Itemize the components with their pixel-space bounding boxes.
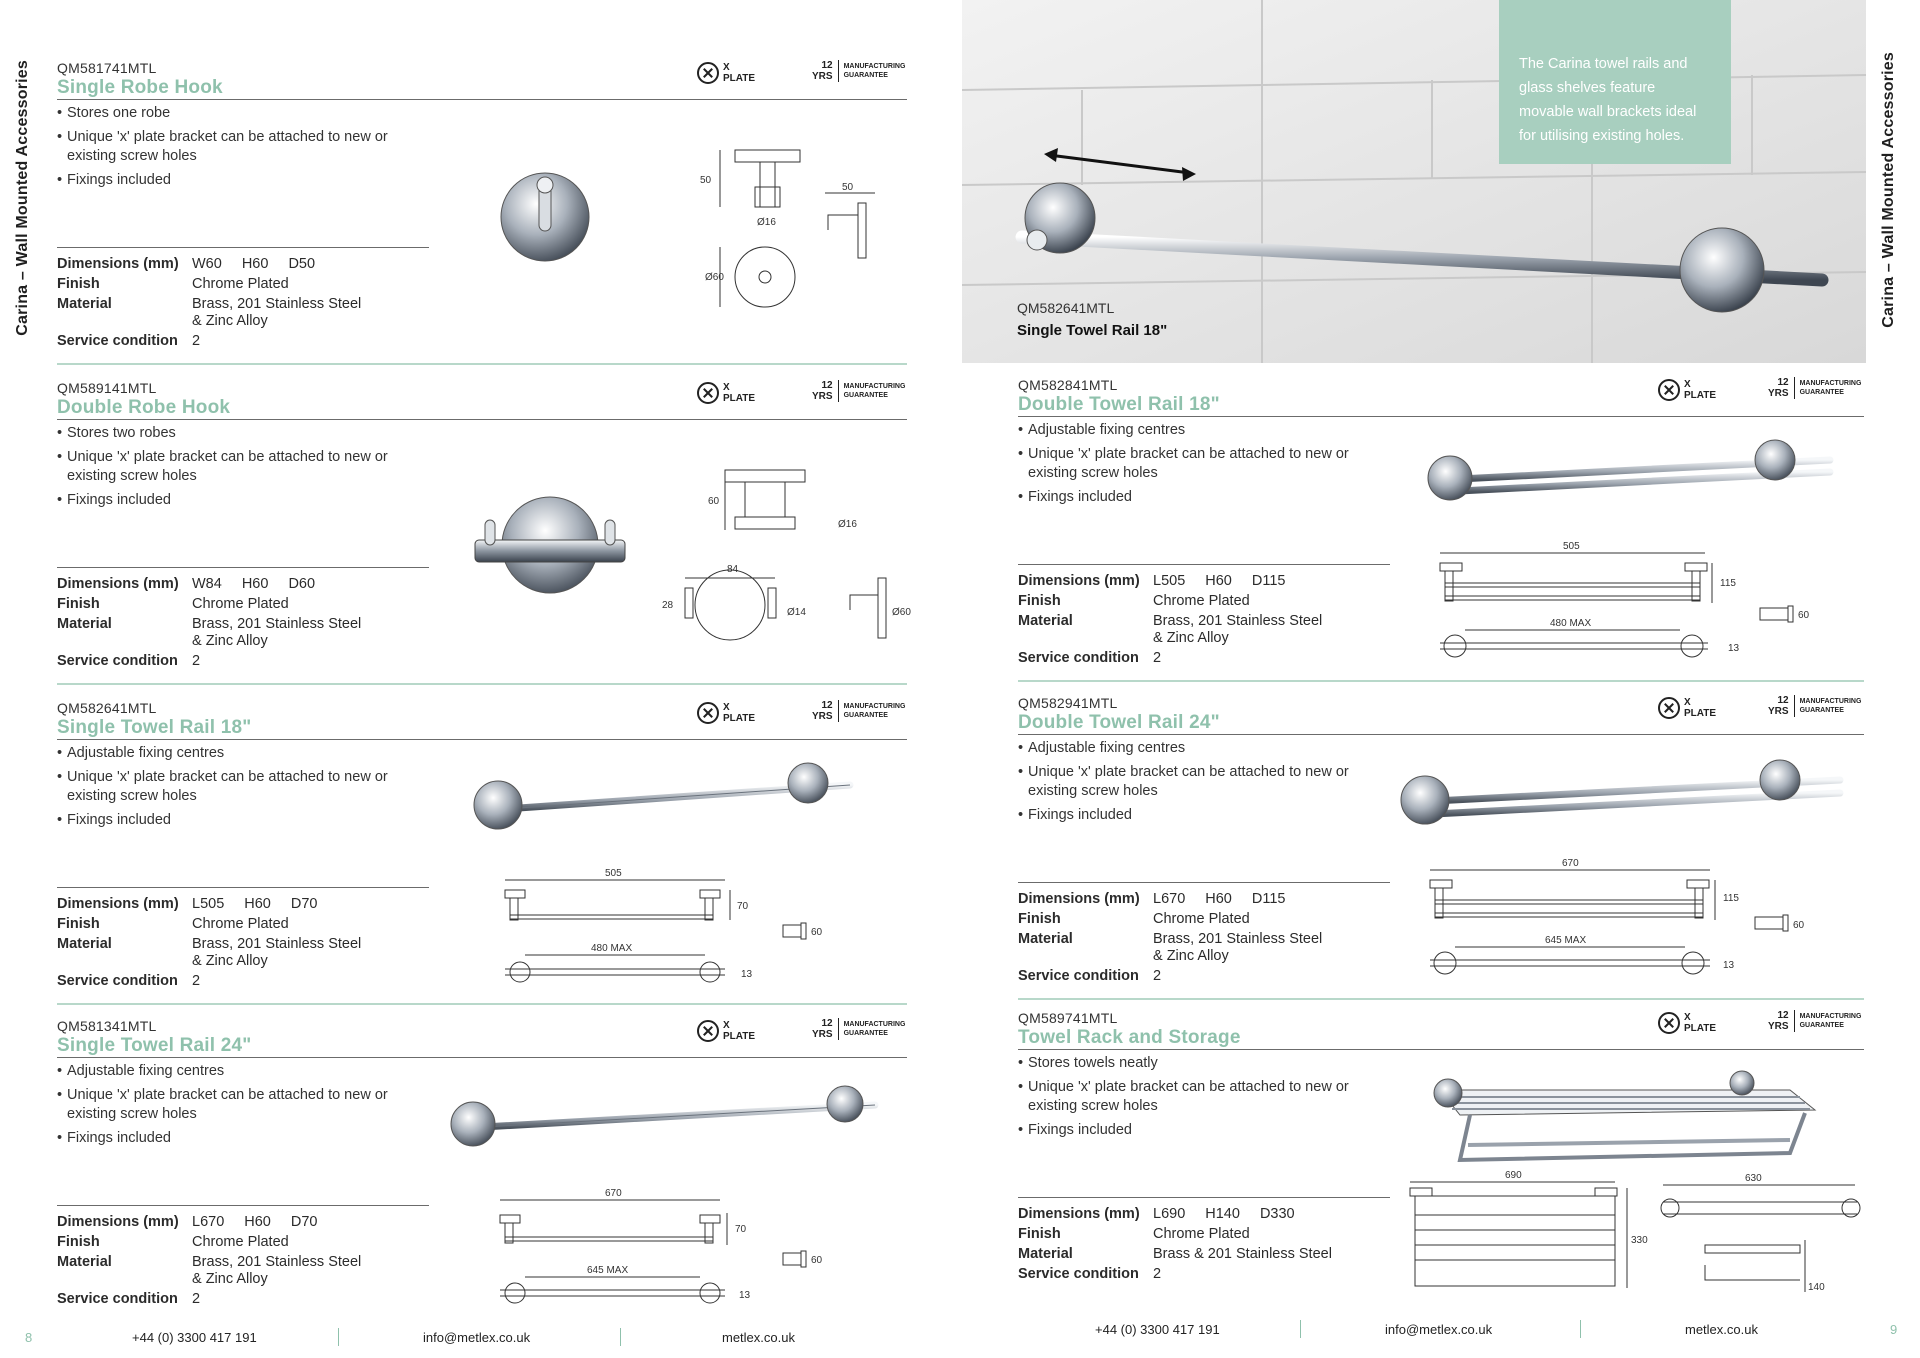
guarantee-badge: 12 YRS MANUFACTURING GUARANTEE bbox=[812, 380, 906, 402]
feature-item: • Fixings included bbox=[57, 811, 417, 830]
feature-list bbox=[57, 744, 417, 835]
drawing-dim: 645 MAX bbox=[1545, 935, 1587, 946]
feature-item: • Unique 'x' plate bracket can be attached to new or existing screw holes bbox=[57, 128, 417, 166]
product-code: QM581341MTL bbox=[57, 1018, 157, 1034]
footer-web-right[interactable]: metlex.co.uk bbox=[1685, 1322, 1758, 1337]
page-number-right: 9 bbox=[1890, 1322, 1898, 1337]
x-plate-label: X PLATE bbox=[723, 702, 756, 724]
footer-separator bbox=[1300, 1320, 1301, 1338]
feature-item: • Adjustable fixing centres bbox=[1018, 421, 1378, 440]
x-plate-label: X PLATE bbox=[1684, 1012, 1717, 1034]
drawing-dim: 505 bbox=[605, 868, 622, 879]
drawing-dim: 630 bbox=[1745, 1173, 1762, 1184]
spec-rule bbox=[1018, 1197, 1390, 1198]
product-code: QM589741MTL bbox=[1018, 1010, 1118, 1026]
product-code: QM582941MTL bbox=[1018, 695, 1118, 711]
spec-table: Dimensions (mm) L690 H140 D330 Finish Chrome Plated Material Brass & 201 Stainless Steel Service condition 2 bbox=[1018, 1206, 1332, 1282]
title-rule bbox=[1018, 1049, 1864, 1050]
drawing-dim: 60 bbox=[1798, 610, 1810, 621]
title-rule bbox=[57, 419, 907, 420]
x-plate-badge bbox=[697, 62, 755, 84]
product-separator bbox=[57, 363, 907, 365]
x-plate-icon bbox=[697, 1020, 719, 1042]
single-towel-rail-18-drawing bbox=[495, 865, 825, 985]
drawing-dim: Ø16 bbox=[757, 217, 776, 228]
feature-item: • Unique 'x' plate bracket can be attached to new or existing screw holes bbox=[1018, 445, 1378, 483]
product-name: Single Towel Rail 18" bbox=[57, 717, 252, 738]
product-name: Towel Rack and Storage bbox=[1018, 1027, 1241, 1048]
title-rule bbox=[57, 1057, 907, 1058]
footer-separator bbox=[620, 1328, 621, 1346]
product-separator bbox=[57, 1003, 907, 1005]
drawing-dim: 480 MAX bbox=[591, 943, 633, 954]
x-plate-label: X PLATE bbox=[723, 1020, 756, 1042]
spec-table: Dimensions (mm) L670 H60 D115 Finish Chrome Plated Material Brass, 201 Stainless Steel & Zinc Alloy Service condition 2 bbox=[1018, 891, 1323, 984]
double-towel-rail-18-drawing bbox=[1430, 538, 1840, 658]
product-separator bbox=[57, 683, 907, 685]
feature-item: • Fixings included bbox=[57, 491, 417, 510]
drawing-dim: 13 bbox=[741, 969, 753, 980]
product-code: QM582641MTL bbox=[57, 700, 157, 716]
x-plate-label: X PLATE bbox=[723, 382, 756, 404]
spec-rule bbox=[57, 1205, 429, 1206]
drawing-dim: 60 bbox=[708, 496, 720, 507]
x-plate-label: X PLATE bbox=[723, 62, 756, 84]
drawing-dim: 505 bbox=[1563, 541, 1580, 552]
drawing-dim: 28 bbox=[662, 600, 674, 611]
drawing-dim: 70 bbox=[735, 1224, 747, 1235]
feature-item: • Unique 'x' plate bracket can be attached to new or existing screw holes bbox=[1018, 1078, 1378, 1116]
drawing-dim: 13 bbox=[1723, 960, 1735, 971]
drawing-dim: 13 bbox=[1728, 643, 1740, 654]
x-plate-label: X PLATE bbox=[1684, 697, 1717, 719]
hero-callout-text: The Carina towel rails and glass shelves feature movable wall brackets ideal for utilising existing holes. bbox=[1519, 56, 1697, 144]
product-code: QM589141MTL bbox=[57, 380, 157, 396]
double-robe-hook-photo bbox=[470, 490, 630, 600]
x-plate-label: X PLATE bbox=[1684, 379, 1717, 401]
feature-item: • Fixings included bbox=[1018, 488, 1378, 507]
drawing-dim: Ø60 bbox=[705, 272, 724, 283]
footer-phone-left: +44 (0) 3300 417 191 bbox=[132, 1330, 257, 1345]
title-rule bbox=[57, 99, 907, 100]
product-code: QM582841MTL bbox=[1018, 377, 1118, 393]
guarantee-badge: 12 YRS MANUFACTURING GUARANTEE bbox=[812, 700, 906, 722]
x-plate-icon bbox=[697, 702, 719, 724]
feature-item: • Unique 'x' plate bracket can be attached to new or existing screw holes bbox=[57, 1086, 417, 1124]
title-rule bbox=[1018, 734, 1864, 735]
drawing-dim: 330 bbox=[1631, 1235, 1648, 1246]
double-towel-rail-24-photo bbox=[1395, 750, 1850, 835]
title-rule bbox=[1018, 416, 1864, 417]
x-plate-icon bbox=[1658, 1012, 1680, 1034]
feature-item: • Stores one robe bbox=[57, 104, 417, 123]
x-plate-badge bbox=[697, 1020, 755, 1042]
footer-web-left[interactable]: metlex.co.uk bbox=[722, 1330, 795, 1345]
product-separator bbox=[1018, 998, 1864, 1000]
footer-separator bbox=[1580, 1320, 1581, 1338]
x-plate-badge bbox=[1658, 379, 1716, 401]
spec-rule bbox=[57, 567, 429, 568]
section-title-right: Carina – Wall Mounted Accessories bbox=[1880, 52, 1897, 328]
feature-item: • Unique 'x' plate bracket can be attached to new or existing screw holes bbox=[1018, 763, 1378, 801]
guarantee-badge: 12 YRS MANUFACTURING GUARANTEE bbox=[812, 1018, 906, 1040]
feature-list bbox=[57, 1062, 417, 1153]
towel-rack-photo bbox=[1430, 1065, 1830, 1175]
drawing-dim: Ø14 bbox=[787, 607, 806, 618]
spec-rule bbox=[57, 247, 429, 248]
x-plate-badge bbox=[1658, 697, 1716, 719]
x-plate-icon bbox=[1658, 379, 1680, 401]
feature-list bbox=[57, 104, 417, 195]
guarantee-badge: 12 YRS MANUFACTURING GUARANTEE bbox=[1768, 377, 1862, 399]
drawing-dim: Ø16 bbox=[838, 519, 857, 530]
double-towel-rail-24-drawing bbox=[1425, 855, 1845, 980]
x-plate-badge bbox=[697, 382, 755, 404]
feature-list bbox=[1018, 739, 1378, 830]
feature-item: • Stores towels neatly bbox=[1018, 1054, 1378, 1073]
drawing-dim: 50 bbox=[842, 182, 854, 193]
double-robe-hook-drawing bbox=[650, 460, 920, 655]
single-towel-rail-18-photo bbox=[470, 755, 870, 835]
drawing-dim: 645 MAX bbox=[587, 1265, 629, 1276]
title-rule bbox=[57, 739, 907, 740]
feature-item: • Fixings included bbox=[57, 1129, 417, 1148]
feature-item: • Unique 'x' plate bracket can be attached to new or existing screw holes bbox=[57, 448, 417, 486]
product-separator bbox=[1018, 680, 1864, 682]
drawing-dim: 60 bbox=[1793, 920, 1805, 931]
drawing-dim: 60 bbox=[811, 1255, 823, 1266]
spec-rule bbox=[1018, 882, 1390, 883]
drawing-dim: 50 bbox=[700, 175, 712, 186]
x-plate-badge bbox=[1658, 1012, 1716, 1034]
hero-caption-code: QM582641MTL bbox=[1017, 300, 1115, 316]
drawing-dim: 140 bbox=[1808, 1282, 1825, 1293]
footer-separator bbox=[338, 1328, 339, 1346]
feature-item: • Unique 'x' plate bracket can be attached to new or existing screw holes bbox=[57, 768, 417, 806]
double-towel-rail-18-photo bbox=[1420, 430, 1840, 510]
product-name: Single Robe Hook bbox=[57, 77, 223, 98]
feature-item: • Fixings included bbox=[1018, 806, 1378, 825]
footer-email-left[interactable]: info@metlex.co.uk bbox=[423, 1330, 531, 1345]
x-plate-icon bbox=[697, 382, 719, 404]
spec-table: Dimensions (mm) L505 H60 D70 Finish Chrome Plated Material Brass, 201 Stainless Steel & Zinc Alloy Service condition 2 bbox=[57, 896, 362, 989]
feature-item: • Adjustable fixing centres bbox=[57, 744, 417, 763]
guarantee-badge: 12 YRS MANUFACTURING GUARANTEE bbox=[812, 60, 906, 82]
drawing-dim: 115 bbox=[1720, 578, 1736, 589]
single-robe-hook-drawing bbox=[680, 145, 895, 320]
feature-list bbox=[1018, 1054, 1378, 1145]
x-plate-badge bbox=[697, 702, 755, 724]
feature-item: • Adjustable fixing centres bbox=[1018, 739, 1378, 758]
spec-table: Dimensions (mm) L670 H60 D70 Finish Chrome Plated Material Brass, 201 Stainless Steel & Zinc Alloy Service condition 2 bbox=[57, 1214, 362, 1307]
hero-callout-box bbox=[1499, 0, 1731, 164]
drawing-dim: 13 bbox=[739, 1290, 751, 1301]
spec-rule bbox=[57, 887, 429, 888]
feature-item: • Fixings included bbox=[57, 171, 417, 190]
feature-item: • Fixings included bbox=[1018, 1121, 1378, 1140]
spec-table: Dimensions (mm) W60 H60 D50 Finish Chrome Plated Material Brass, 201 Stainless Steel & Zinc Alloy Service condition 2 bbox=[57, 256, 362, 349]
product-name: Double Towel Rail 24" bbox=[1018, 712, 1220, 733]
feature-item: • Adjustable fixing centres bbox=[57, 1062, 417, 1081]
drawing-dim: 480 MAX bbox=[1550, 618, 1592, 629]
footer-email-right[interactable]: info@metlex.co.uk bbox=[1385, 1322, 1493, 1337]
page-number-left: 8 bbox=[25, 1330, 33, 1345]
hero-caption-name: Single Towel Rail 18" bbox=[1017, 322, 1168, 339]
single-towel-rail-24-drawing bbox=[495, 1185, 825, 1305]
feature-list bbox=[1018, 421, 1378, 512]
drawing-dim: 84 bbox=[727, 564, 739, 575]
drawing-dim: Ø60 bbox=[892, 607, 911, 618]
drawing-dim: 670 bbox=[605, 1188, 622, 1199]
drawing-dim: 115 bbox=[1723, 893, 1739, 904]
drawing-dim: 70 bbox=[737, 901, 749, 912]
guarantee-badge: 12 YRS MANUFACTURING GUARANTEE bbox=[1768, 1010, 1862, 1032]
footer-phone-right: +44 (0) 3300 417 191 bbox=[1095, 1322, 1220, 1337]
towel-rack-drawing bbox=[1405, 1170, 1870, 1300]
product-code: QM581741MTL bbox=[57, 60, 157, 76]
drawing-dim: 60 bbox=[811, 927, 823, 938]
spec-table: Dimensions (mm) L505 H60 D115 Finish Chrome Plated Material Brass, 201 Stainless Steel & Zinc Alloy Service condition 2 bbox=[1018, 573, 1323, 666]
section-title-left: Carina – Wall Mounted Accessories bbox=[14, 60, 31, 336]
spec-table: Dimensions (mm) W84 H60 D60 Finish Chrome Plated Material Brass, 201 Stainless Steel & Zinc Alloy Service condition 2 bbox=[57, 576, 362, 669]
single-robe-hook-photo bbox=[495, 165, 595, 265]
feature-list bbox=[57, 424, 417, 515]
guarantee-badge: 12 YRS MANUFACTURING GUARANTEE bbox=[1768, 695, 1862, 717]
single-towel-rail-24-photo bbox=[445, 1080, 890, 1155]
product-name: Double Robe Hook bbox=[57, 397, 231, 418]
feature-item: • Stores two robes bbox=[57, 424, 417, 443]
x-plate-icon bbox=[1658, 697, 1680, 719]
x-plate-icon bbox=[697, 62, 719, 84]
product-name: Double Towel Rail 18" bbox=[1018, 394, 1220, 415]
spec-rule bbox=[1018, 564, 1390, 565]
product-name: Single Towel Rail 24" bbox=[57, 1035, 252, 1056]
drawing-dim: 670 bbox=[1562, 858, 1579, 869]
drawing-dim: 690 bbox=[1505, 1170, 1522, 1181]
